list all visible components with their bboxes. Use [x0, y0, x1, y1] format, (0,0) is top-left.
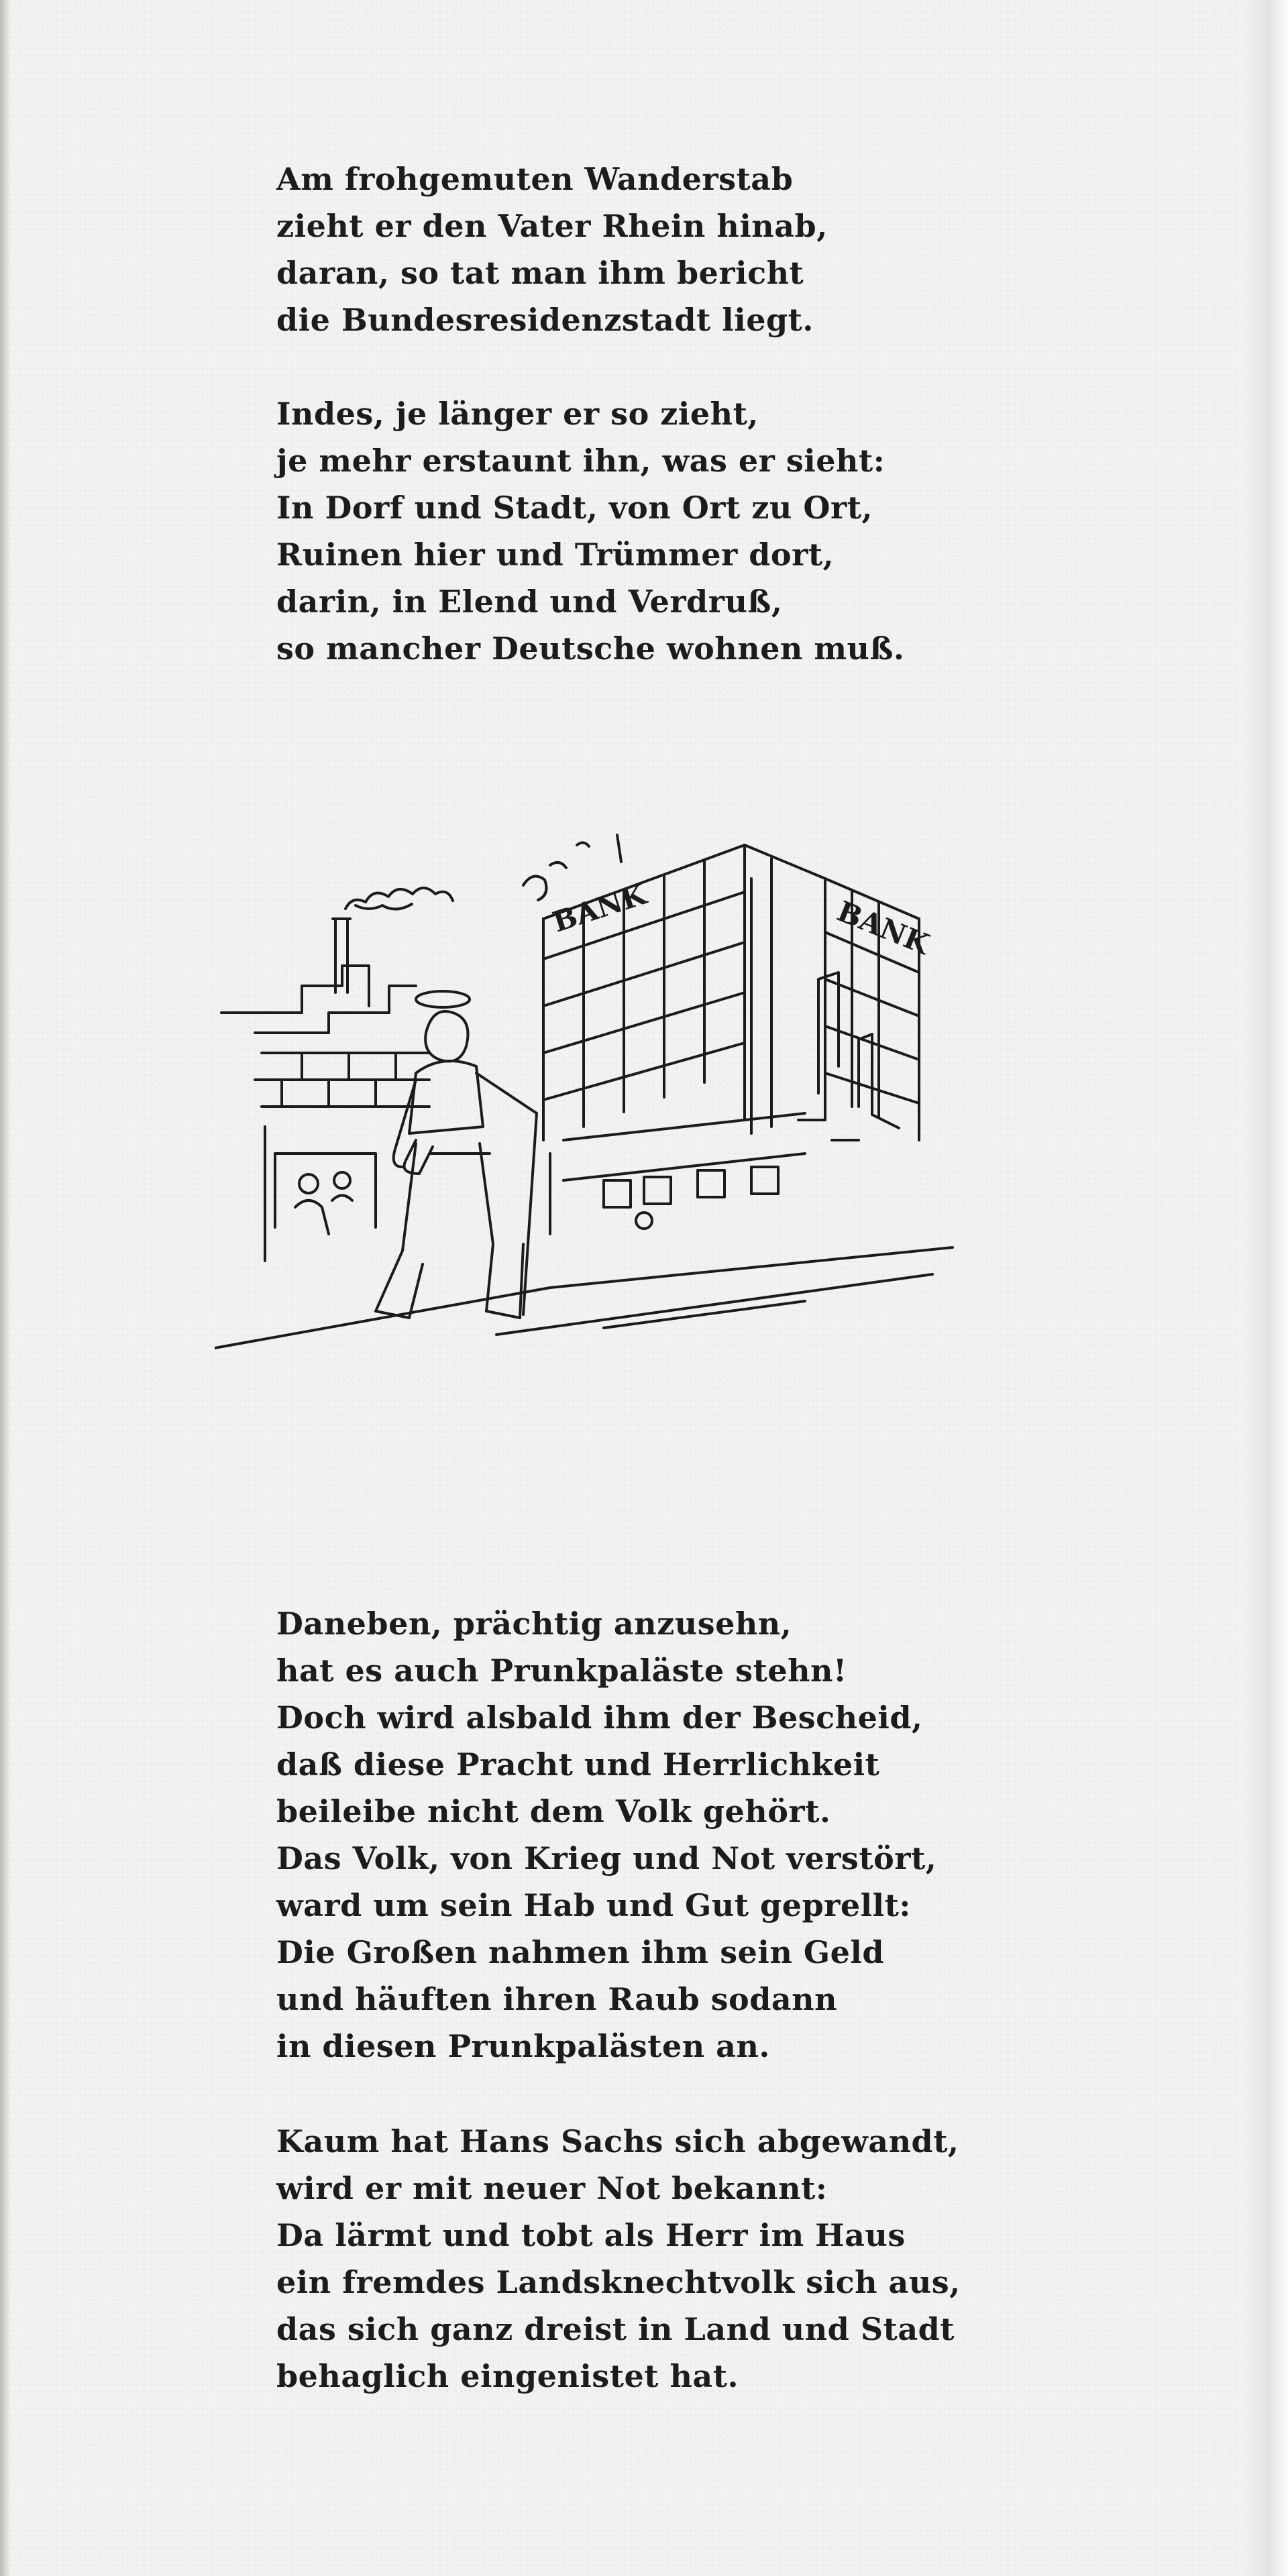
verse-line: Doch wird alsbald ihm der Bescheid, [276, 1699, 923, 1736]
stanza-2 [276, 390, 904, 672]
verse-line: in diesen Prunkpalästen an. [276, 2028, 770, 2064]
people-in-ruins [295, 1172, 352, 1234]
page-left-edge [0, 0, 9, 2576]
verse-line: behaglich eingenistet hat. [276, 2358, 739, 2394]
verse-line: die Bundesresidenzstadt liegt. [276, 302, 814, 338]
bank-sign-right: BANK [833, 894, 934, 961]
verse-line: Das Volk, von Krieg und Not verstört, [276, 1840, 937, 1877]
verse-line: und häuften ihren Raub sodann [276, 1981, 838, 2017]
verse-line: In Dorf und Stadt, von Ort zu Ort, [276, 490, 873, 526]
verse-line: Da lärmt und tobt als Herr im Haus [276, 2217, 906, 2253]
verse-line: je mehr erstaunt ihn, was er sieht: [276, 443, 885, 479]
verse-line: Indes, je länger er so zieht, [276, 396, 759, 432]
verse-line: Kaum hat Hans Sachs sich abgewandt, [276, 2123, 959, 2160]
stanza-4 [276, 2118, 961, 2400]
verse-line: daran, so tat man ihm bericht [276, 255, 804, 291]
verse-line: darin, in Elend und Verdruß, [276, 583, 783, 620]
ruined-house-right [798, 972, 899, 1140]
verse-line: ein fremdes Landsknechtvolk sich aus, [276, 2264, 961, 2300]
verse-line: Ruinen hier und Trümmer dort, [276, 537, 835, 573]
low-houses [550, 1113, 805, 1234]
verse-line: so mancher Deutsche wohnen muß. [276, 630, 905, 667]
verse-line: beileibe nicht dem Volk gehört. [276, 1793, 831, 1830]
stanza-3 [276, 1600, 936, 2070]
verse-line: das sich ganz dreist in Land und Stadt [276, 2311, 955, 2347]
verse-line: Am frohgemuten Wanderstab [276, 161, 794, 197]
street [215, 1247, 953, 1348]
bank-building [543, 845, 919, 1140]
verse-line: zieht er den Vater Rhein hinab, [276, 208, 828, 244]
illustration-wanderer-bank [215, 805, 1013, 1408]
verse-line: Daneben, prächtig anzusehn, [276, 1606, 792, 1642]
verse-line: Die Großen nahmen ihm sein Geld [276, 1934, 885, 1970]
bank-sign-left: BANK [548, 877, 651, 939]
bank-signs [549, 877, 935, 961]
page-right-edge [1241, 0, 1288, 2576]
verse-line: wird er mit neuer Not bekannt: [276, 2170, 828, 2206]
wanderer-figure [376, 991, 537, 1318]
verse-line: daß diese Pracht und Herrlichkeit [276, 1746, 880, 1783]
verse-line: hat es auch Prunkpaläste stehn! [276, 1653, 847, 1689]
stanza-1 [276, 156, 828, 343]
verse-line: ward um sein Hab und Gut geprellt: [276, 1887, 911, 1923]
